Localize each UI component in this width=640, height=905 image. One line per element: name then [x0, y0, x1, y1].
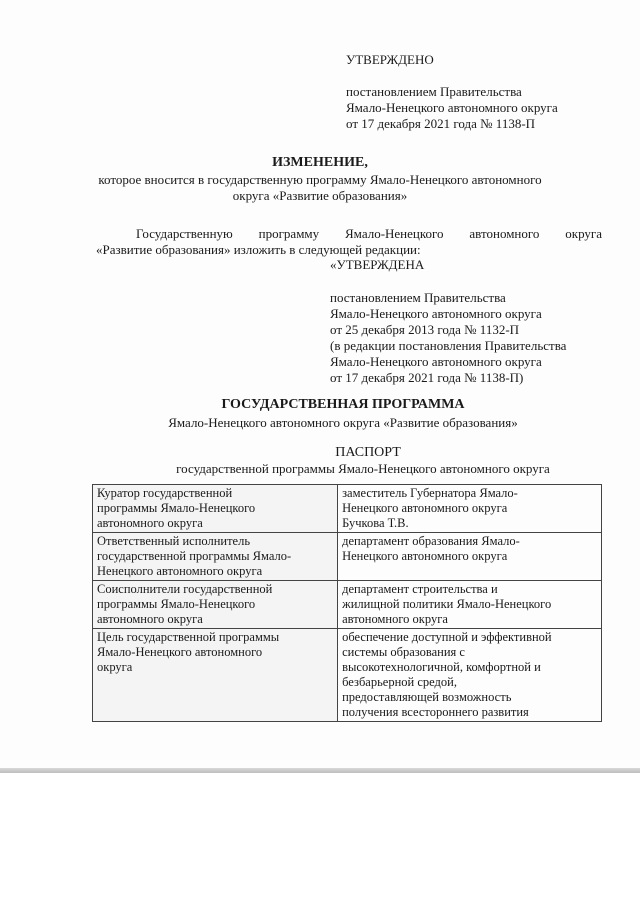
cell-line: автономного округа	[342, 612, 448, 626]
approved-program-line: Ямало-Ненецкого автономного округа	[330, 354, 542, 369]
approved-program-line: от 25 декабря 2013 года № 1132-П	[330, 322, 520, 337]
cell-line: безбарьерной средой,	[342, 675, 457, 689]
approved-program-title: «УТВЕРЖДЕНА	[330, 257, 425, 272]
intro-paragraph	[96, 226, 602, 258]
cell-line: Ненецкого автономного округа	[342, 549, 508, 563]
cell-line: Куратор государственной	[97, 486, 233, 500]
table-cell-label	[93, 581, 338, 629]
cell-line: государственной программы Ямало-	[97, 549, 292, 563]
cell-line: высокотехнологичной, комфортной и	[342, 660, 541, 674]
approved-line: Ямало-Ненецкого автономного округа	[346, 100, 558, 115]
cell-line: автономного округа	[97, 612, 203, 626]
approved-program-line: от 17 декабря 2021 года № 1138-П)	[330, 370, 524, 385]
table-row	[93, 485, 602, 533]
cell-line: департамент строительства и	[342, 582, 498, 596]
table-row	[93, 581, 602, 629]
cell-line: получения всестороннего развития	[342, 705, 529, 719]
passport-subtitle: государственной программы Ямало-Ненецкого автономного округа	[176, 461, 550, 476]
cell-line: жилищной политики Ямало-Ненецкого	[342, 597, 552, 611]
cell-line: предоставляющей возможность	[342, 690, 512, 704]
cell-line: округа	[97, 660, 133, 674]
cell-line: Ответственный исполнитель	[97, 534, 251, 548]
cell-line: программы Ямало-Ненецкого	[97, 597, 256, 611]
approved-program-line: Ямало-Ненецкого автономного округа	[330, 306, 542, 321]
cell-line: автономного округа	[97, 516, 203, 530]
cell-line: программы Ямало-Ненецкого	[97, 501, 256, 515]
change-title: ИЗМЕНЕНИЕ,	[272, 155, 368, 170]
change-subtitle-line: округа «Развитие образования»	[232, 188, 408, 203]
approved-line: постановлением Правительства	[346, 84, 522, 99]
cell-line: Цель государственной программы	[97, 630, 280, 644]
approved-line: от 17 декабря 2021 года № 1138-П	[346, 116, 536, 131]
table-row	[93, 629, 602, 722]
intro-line: Государственную программу Ямало-Ненецкого автономного округа	[136, 226, 602, 241]
cell-line: Ненецкого автономного округа	[342, 501, 508, 515]
change-subtitle-line: которое вносится в государственную программу Ямало-Ненецкого автономного	[98, 172, 542, 187]
table-cell-label	[93, 533, 338, 581]
table-row	[93, 533, 602, 581]
table-cell-label	[93, 629, 338, 722]
table-cell-value	[338, 533, 602, 581]
cell-line: заместитель Губернатора Ямало-	[342, 486, 518, 500]
approved-program-line: (в редакции постановления Правительства	[330, 338, 567, 353]
cell-line: Бучкова Т.В.	[342, 516, 409, 530]
approved-program-line: постановлением Правительства	[330, 290, 506, 305]
table-cell-value	[338, 485, 602, 533]
table-cell-value	[338, 629, 602, 722]
passport-table	[92, 484, 602, 722]
cell-line: обеспечение доступной и эффективной	[342, 630, 552, 644]
page-edge	[0, 768, 640, 773]
cell-line: Ямало-Ненецкого автономного	[97, 645, 263, 659]
cell-line: системы образования с	[342, 645, 465, 659]
approved-title: УТВЕРЖДЕНО	[346, 52, 434, 67]
program-subtitle: Ямало-Ненецкого автономного округа «Развитие образования»	[168, 415, 518, 430]
cell-line: Ненецкого автономного округа	[97, 564, 263, 578]
cell-line: Соисполнители государственной	[97, 582, 273, 596]
table-cell-label	[93, 485, 338, 533]
passport-title: ПАСПОРТ	[335, 445, 401, 460]
table-cell-value	[338, 581, 602, 629]
cell-line: департамент образования Ямало-	[342, 534, 520, 548]
intro-line: «Развитие образования» изложить в следующей редакции:	[96, 242, 421, 257]
program-title: ГОСУДАРСТВЕННАЯ ПРОГРАММА	[221, 397, 465, 412]
